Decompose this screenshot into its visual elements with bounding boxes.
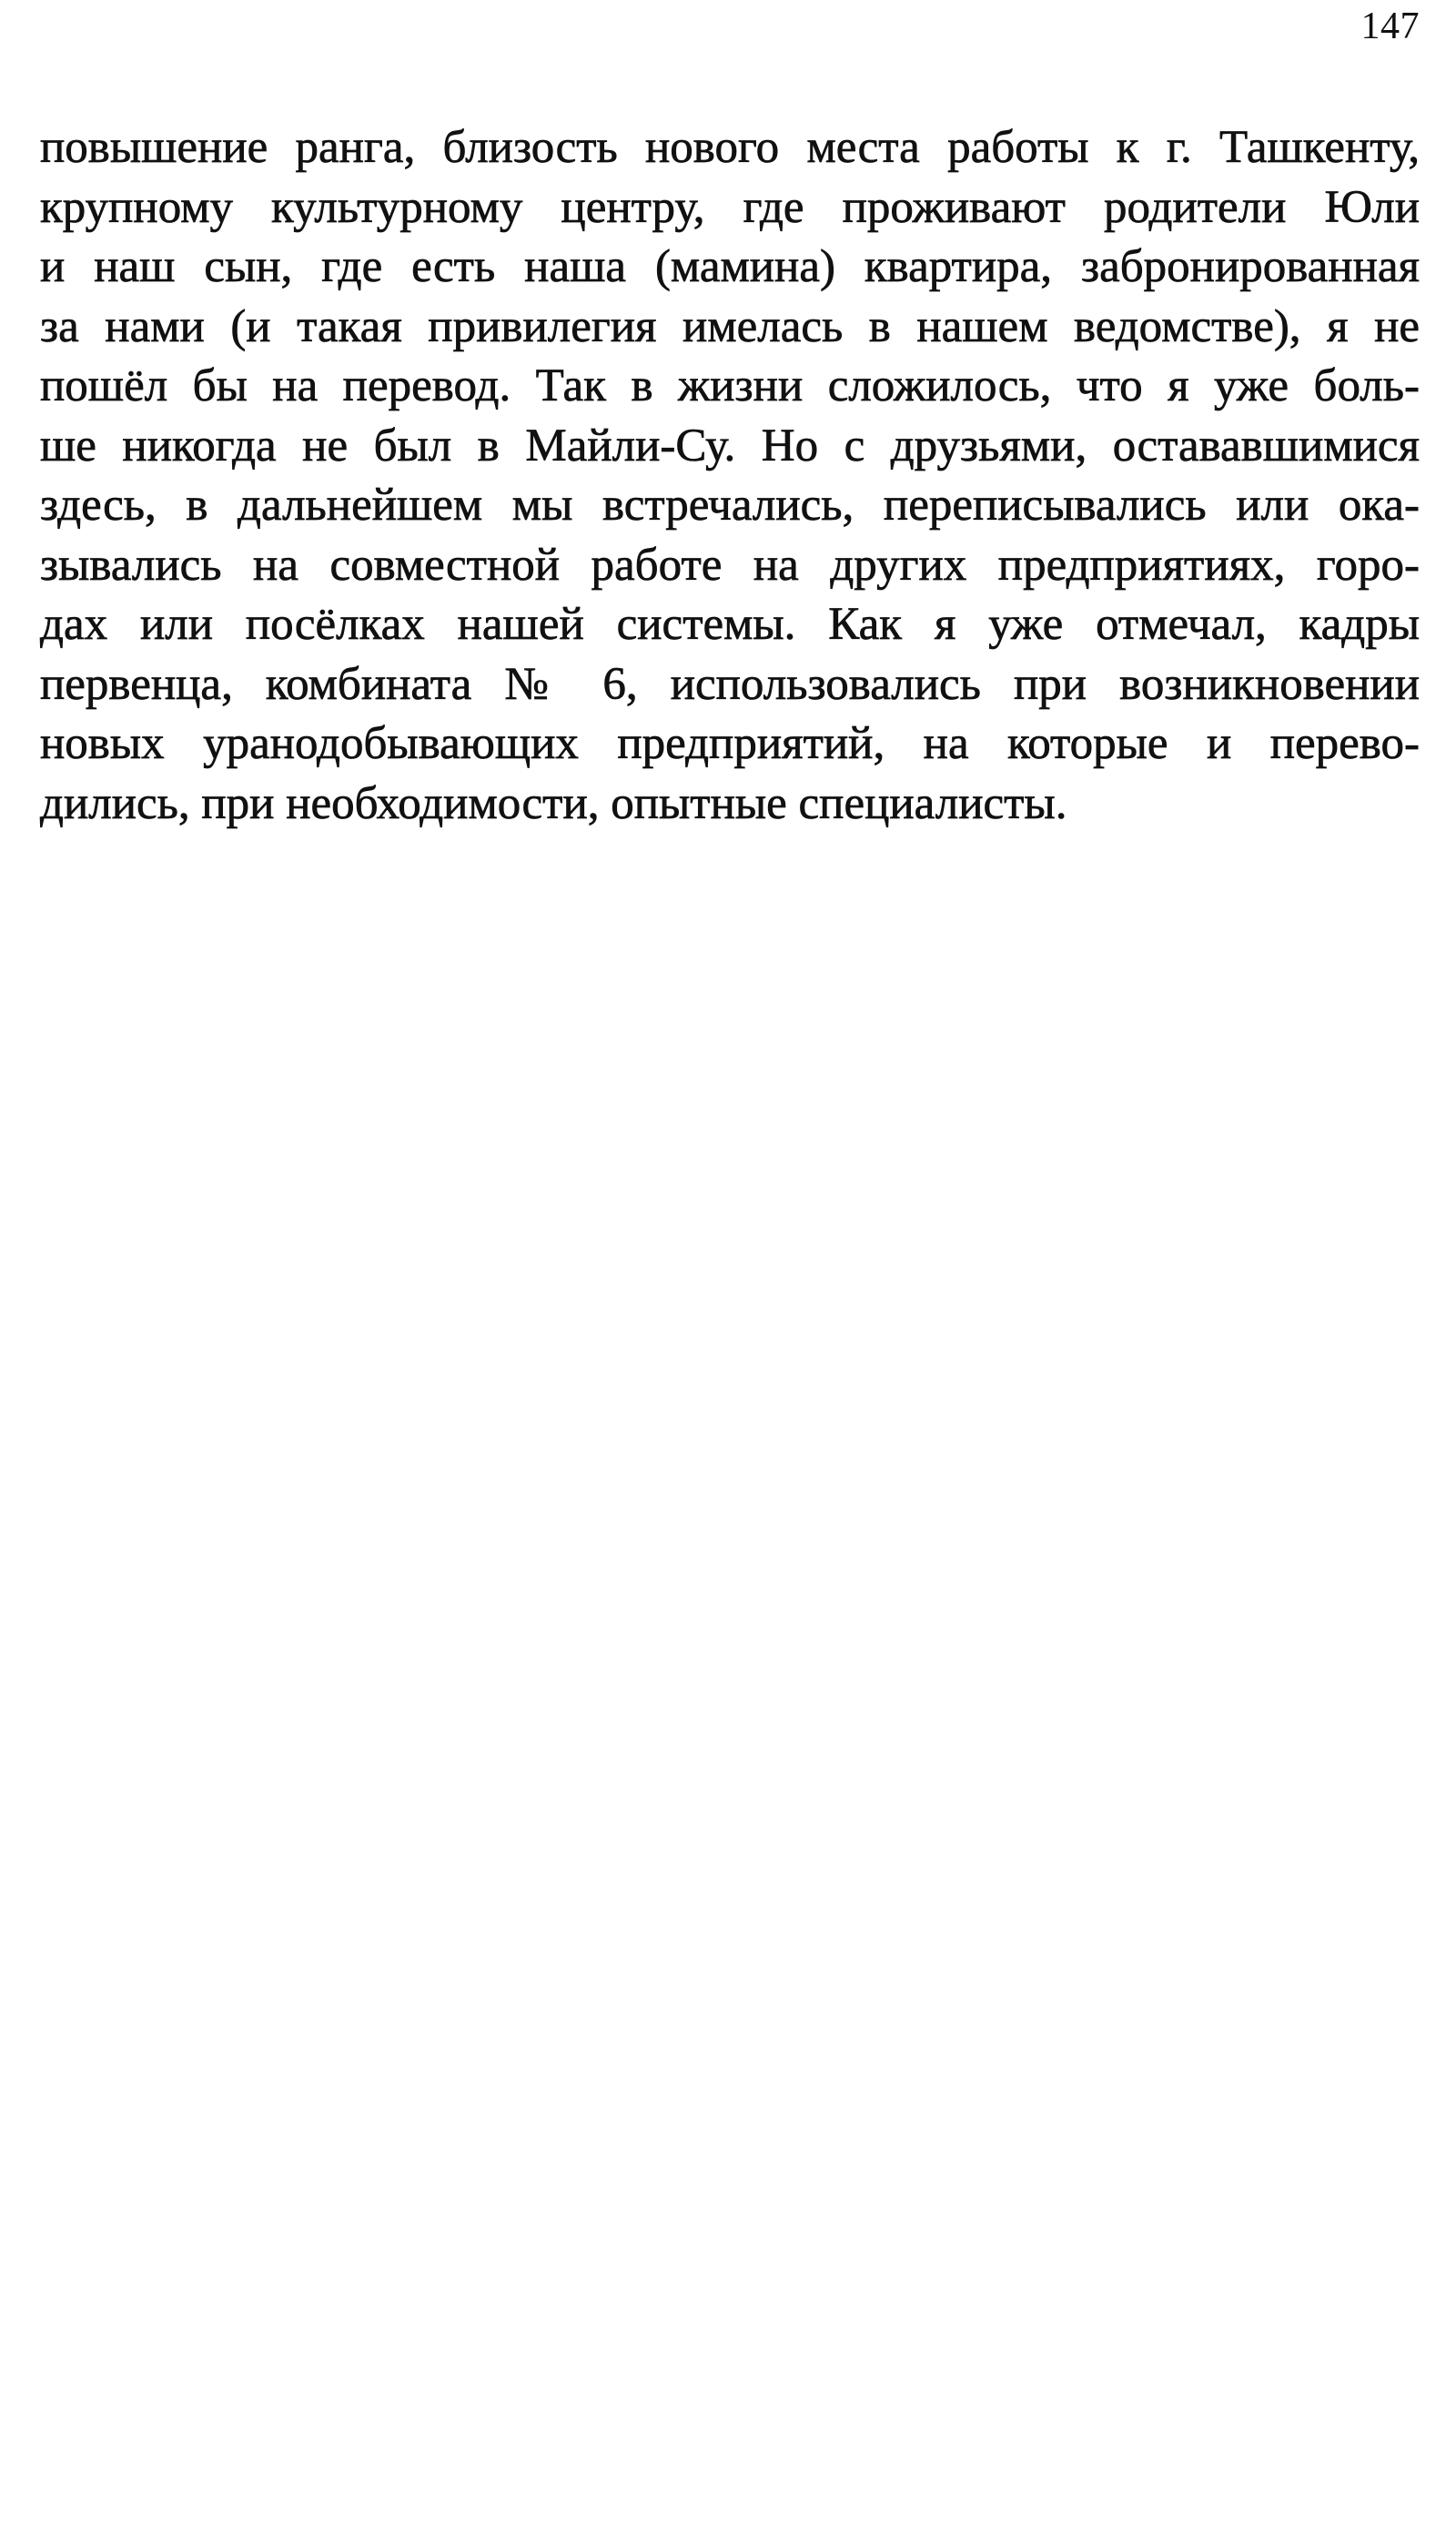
- paragraph-line-7: здесь, в дальнейшем мы встречались, переписывались или ока-: [40, 480, 1420, 531]
- paragraph-line-9: дах или посёлках нашей системы. Как я уже отмечал, кадры: [40, 599, 1420, 650]
- paragraph-line-11: новых уранодобывающих предприятий, на которые и перево-: [40, 718, 1420, 769]
- body-paragraph: [40, 118, 1420, 834]
- paragraph-line-10: первенца, комбината № 6, использовались при возникновении: [40, 658, 1420, 710]
- paragraph-line-3: и наш сын, где есть наша (мамина) квартира, забронированная: [40, 241, 1420, 292]
- paragraph-line-1: повышение ранга, близость нового места работы к г. Ташкенту,: [40, 122, 1420, 173]
- paragraph-line-4: за нами (и такая привилегия имелась в нашем ведомстве), я не: [40, 300, 1420, 352]
- paragraph-line-5: пошёл бы на перевод. Так в жизни сложилось, что я уже боль-: [40, 360, 1420, 411]
- paragraph-line-8: зывались на совместной работе на других предприятиях, горо-: [40, 539, 1420, 591]
- page-number: 147: [1360, 5, 1420, 47]
- paragraph-line-12: дились, при необходимости, опытные специалисты.: [40, 777, 1067, 829]
- paragraph-line-2: крупному культурному центру, где проживают родители Юли: [40, 181, 1420, 233]
- paragraph-line-6: ше никогда не был в Майли-Су. Но с друзьями, остававшимися: [40, 420, 1420, 471]
